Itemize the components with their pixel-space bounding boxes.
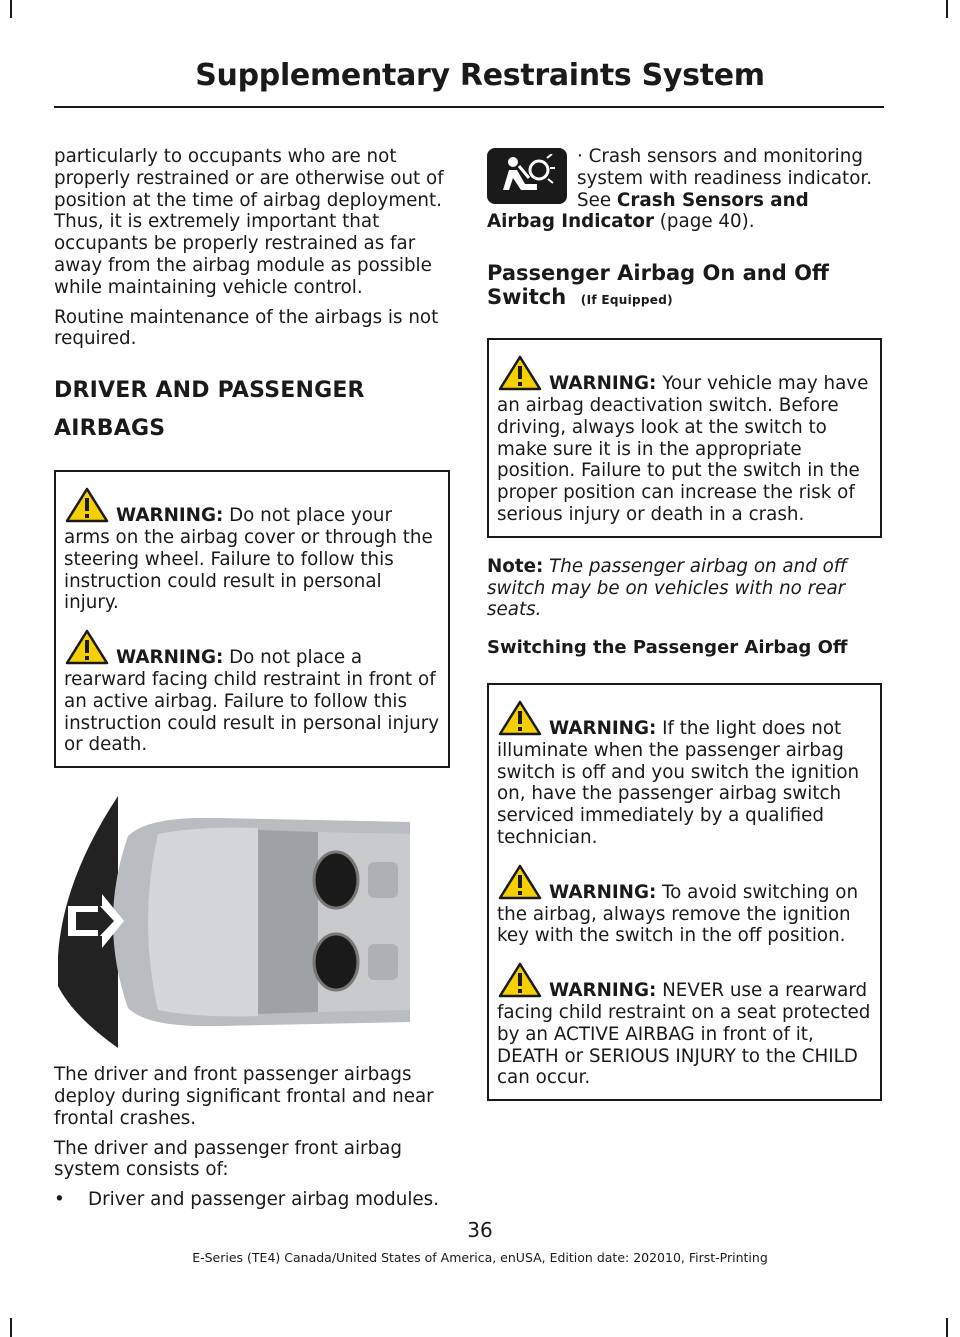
page-number: 36 (467, 1218, 493, 1242)
warning-text: Do not place your arms on the airbag cover or through the steering wheel. Failure to follow this instruction could result in personal injury. (64, 505, 433, 614)
warning-triangle-icon (497, 863, 543, 901)
page-title: Supplementary Restraints System (195, 58, 765, 93)
warning-triangle-icon (64, 486, 110, 524)
intro-paragraph: particularly to occupants who are not properly restrained or are otherwise out of position at the time of airbag deployment. Thus, it is extremely important that occupants be properly restrained as far away from the airbag module as possible while maintaining vehicle control. (54, 146, 444, 298)
warning-text: Do not place a rearward facing child restraint in front of an active airbag. Failure to follow this instruction could result in personal injury or death. (64, 647, 440, 756)
bullet: • (54, 1189, 65, 1211)
note-text: The passenger airbag on and off switch may be on vehicles with no rear seats. (487, 555, 847, 621)
warning-triangle-icon (497, 699, 543, 737)
section-heading-line2: AIRBAGS (54, 416, 166, 442)
warning-item (497, 354, 872, 526)
edition-line: E-Series (TE4) Canada/United States of America, enUSA, Edition date: 202010, First-Printing (192, 1250, 768, 1265)
subsection-subheading: Switching the Passenger Airbag Off (487, 637, 848, 659)
note-paragraph (487, 556, 882, 621)
left-column (54, 146, 450, 1211)
warning-label: WARNING: (549, 373, 657, 395)
warning-text: To avoid switching on the airbag, always remove the ignition key with the switch in the off position. (497, 881, 859, 947)
indicator-page-ref: (page 40). (653, 211, 755, 233)
if-equipped-tag: (If Equipped) (580, 293, 673, 308)
indicator-text: · Crash sensors and monitoring system with readiness indicator. See (577, 146, 873, 211)
airbag-deployment-illustration (58, 796, 410, 1048)
warning-label: WARNING: (116, 505, 224, 527)
warning-item (497, 863, 872, 947)
note-label: Note: (487, 555, 544, 577)
warning-text: Your vehicle may have an airbag deactivation switch. Before driving, always look at the switch to make sure it is in the appropriate position. Failure to put the switch in the proper position can increase the risk of serious injury or death in a crash. (497, 373, 869, 525)
warning-text: NEVER use a rearward facing child restraint on a seat protected by an ACTIVE AIRBAG in front of it, DEATH or SERIOUS INJURY to the CHILD can occur. (497, 980, 871, 1089)
deploy-paragraph: The driver and front passenger airbags deploy during significant frontal and near frontal crashes. (54, 1064, 434, 1129)
warning-triangle-icon (64, 628, 110, 666)
warning-text: If the light does not illuminate when the passenger airbag switch is off and you switch the ignition on, have the passenger airbag switch serviced immediately by a qualified technician. (497, 717, 860, 848)
header-divider (54, 106, 884, 108)
system-paragraph: The driver and passenger front airbag system consists of: (54, 1137, 402, 1181)
crop-mark (946, 1318, 948, 1337)
crop-mark (10, 1318, 12, 1337)
warning-item (64, 486, 440, 614)
warning-box (487, 338, 882, 538)
warning-triangle-icon (497, 961, 543, 999)
maintenance-paragraph: Routine maintenance of the airbags is not required. (54, 306, 439, 350)
airbag-indicator-icon (487, 148, 567, 204)
warning-box (487, 683, 882, 1101)
warning-label: WARNING: (549, 717, 657, 739)
warning-box (54, 470, 450, 768)
subsection-heading-text: Passenger Airbag On and Off Switch (487, 261, 829, 310)
warning-label: WARNING: (549, 980, 657, 1002)
list-item-text: Driver and passenger airbag modules. (88, 1189, 440, 1211)
warning-item (64, 628, 440, 756)
section-heading (54, 372, 450, 448)
right-column (487, 146, 882, 1101)
crop-mark (10, 0, 12, 18)
warning-label: WARNING: (116, 647, 224, 669)
subsection-heading (487, 261, 882, 312)
warning-triangle-icon (497, 354, 543, 392)
list-item (54, 1189, 450, 1211)
warning-item (497, 961, 872, 1089)
section-heading-line1: DRIVER AND PASSENGER (54, 378, 365, 404)
warning-label: WARNING: (549, 881, 657, 903)
warning-item (497, 699, 872, 849)
crash-sensors-link[interactable]: Crash Sensors and Airbag Indicator (487, 189, 809, 233)
crop-mark (946, 0, 948, 18)
